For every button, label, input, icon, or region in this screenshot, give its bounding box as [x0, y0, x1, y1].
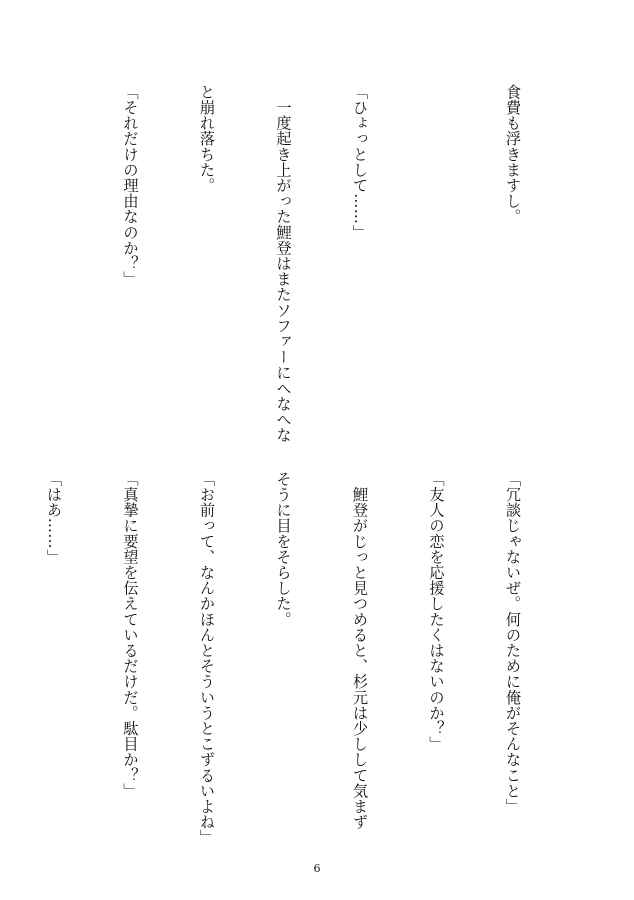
upper-text-block [0, 84, 576, 443]
text-line: 「ひょっとして……」 [351, 84, 369, 240]
text-line: と崩れ落ちた。 [198, 84, 216, 194]
text-line: 「はあ……」 [45, 471, 63, 565]
text-line: 「友人の恋を応援したくはないのか？」 [427, 471, 446, 752]
text-line: そうに目をそらした。 [274, 471, 293, 627]
text-line: 「真摯に要望を伝えているだけだ。駄目か？」 [121, 471, 140, 799]
text-line: 「それだけの理由なのか？」 [121, 84, 140, 287]
text-line: 食費も浮きますし。 [504, 84, 522, 225]
text-line [41, 84, 67, 419]
text-line: 「冗談じゃないぜ。何のために俺がそんなこと」 [504, 471, 522, 815]
text-line: 鯉登がじっと見つめると、杉元は少しして気まず [351, 471, 369, 830]
page-number: 6 [313, 862, 321, 875]
text-line: 「お前って、なんかほんとそういうとこずるいよね」 [198, 471, 216, 846]
lower-text-block [0, 471, 576, 846]
text-line: 一度起き上がった鯉登はまたソファーにへなへな [274, 84, 293, 443]
text-line [423, 84, 449, 419]
